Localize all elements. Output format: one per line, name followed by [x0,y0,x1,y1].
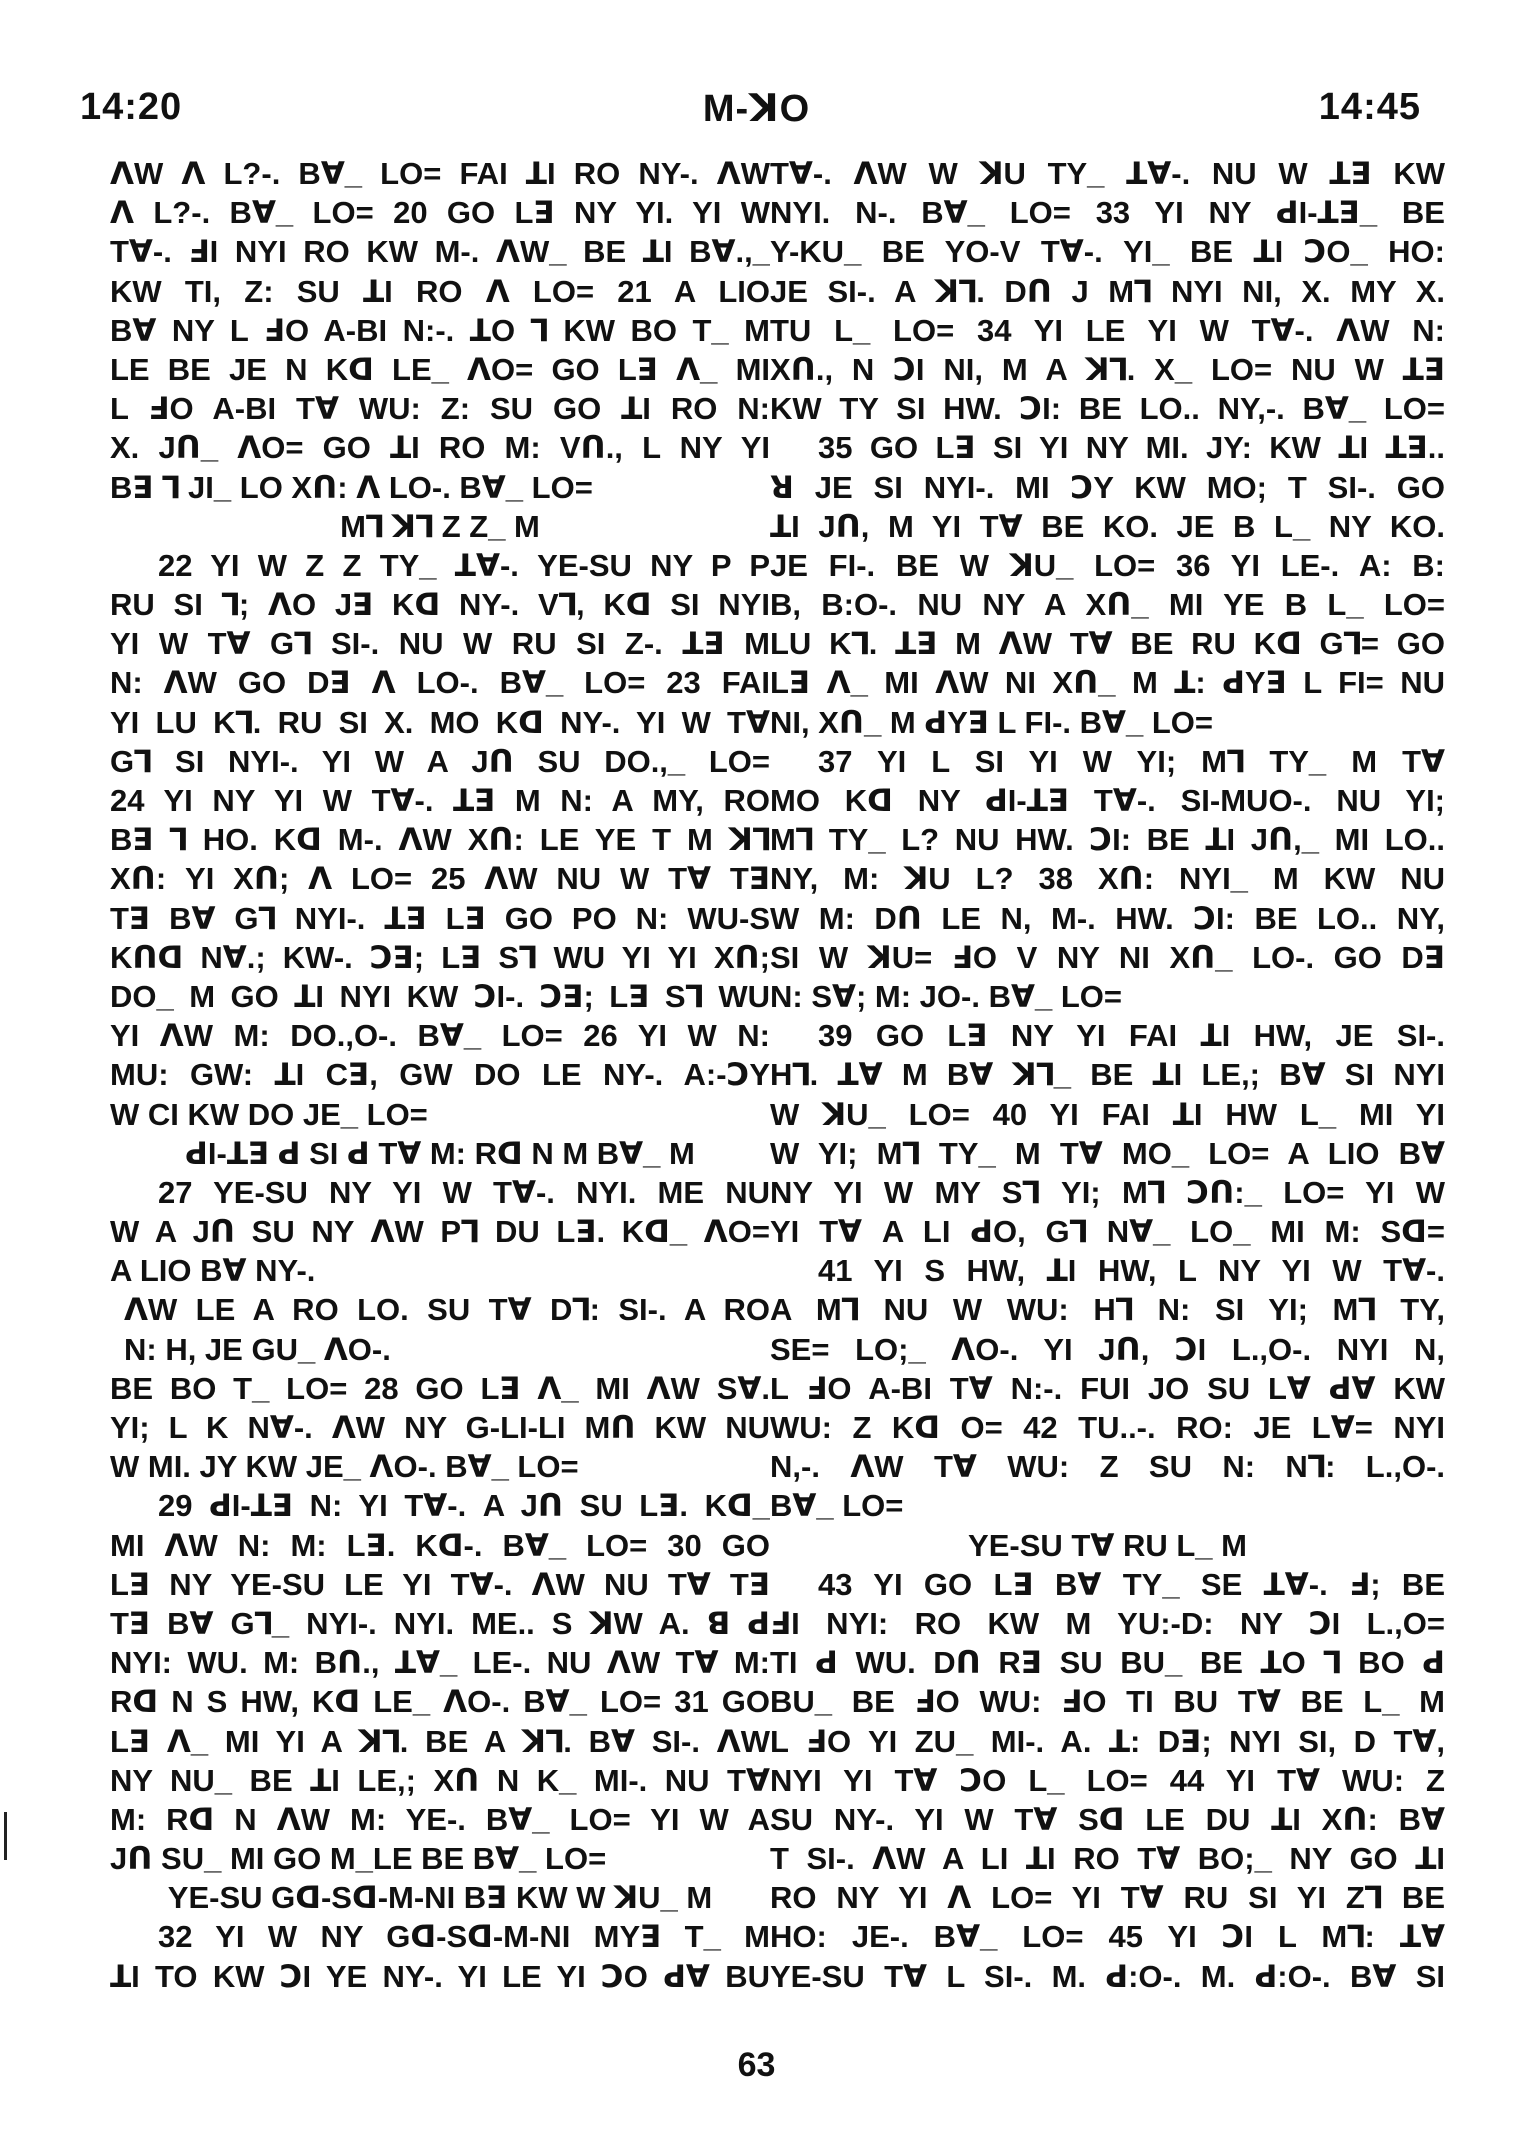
text-line: 41 YI S HW, ꓕI HW, L NY YI W Tꓯ-. [818,1253,1445,1289]
text-line: YI LU Kꓶ. RU SI X. MO Kꓷ NY-. YI W Tꓯ [110,704,770,740]
text-line: 24 YI NY YI W Tꓯ-. ꓕꓱ M N: A MY, RO [110,783,770,818]
text-line: YI W Tꓯ Gꓶ SI-. NU W RU SI Z-. ꓕꓱ M [110,626,770,662]
text-line: X. Jꓵ_ ꓥO= GO ꓕI RO M: Vꓵ., L NY YI [110,430,770,466]
text-line: ꓥ L?-. Bꓯ_ LO= 20 GO Lꓱ NY YI. YI W [110,195,770,231]
text-line: N,-. ꓥW Tꓯ WU: Z SU N: Nꓶ: L.,O-. [770,1449,1445,1485]
text-line: ꓤ JE SI NYI-. MI ꓛY KW MO; T SI-. GO [770,469,1445,505]
text-line: 22 YI W Z Z TY_ ꓕꓯ-. YE-SU NY P P [158,547,770,583]
text-line: Tꓱ Bꓯ Gꓶ_ NYI-. NYI. ME.. S ꓘW A. ꓭ ꓒ [110,1605,770,1641]
text-line: Bꓱ ꓶ HO. Kꓷ M-. ꓥW Xꓵ: LE YE T M ꓘꓶ [110,822,770,858]
text-line: 39 GO Lꓱ NY YI FAI ꓕI HW, JE SI-. [818,1018,1445,1054]
text-line: Xꓵ., N ꓛI NI, M A ꓘꓶ. X_ LO= NU W ꓕꓱ [770,351,1445,387]
text-line: 35 GO Lꓱ SI YI NY MI. JY: KW ꓕI ꓕꓱ.. [818,430,1445,466]
text-line: 37 YI L SI YI W YI; Mꓶ TY_ M Tꓯ [818,743,1445,779]
text-line: Bꓯ NY L ꓞO A-BI N:-. ꓕO ꓶ KW BO T_ M [110,312,770,348]
text-line: Kꓵꓷ Nꓯ.; KW-. ꓛꓱ; Lꓱ Sꓶ WU YI YI Xꓵ; [110,939,770,975]
text-line: HO: JE-. Bꓯ_ LO= 45 YI ꓛI L Mꓶ: ꓕꓯ [770,1919,1445,1955]
text-line: Y-KU_ BE YO-V Tꓯ-. YI_ BE ꓕI ꓛO_ HO: [770,234,1445,270]
text-line: MU: GW: ꓕI Cꓱ, GW DO LE NY-. A:-ꓛY [110,1057,770,1093]
text-line: YE-SU Tꓯ L SI-. M. ꓒ:O-. M. ꓒ:O-. Bꓯ SI [770,1958,1445,1994]
text-line: ꓥW ꓥ L?-. Bꓯ_ LO= FAI ꓕI RO NY-. ꓥW [110,156,770,191]
left-text-column [110,154,770,2024]
text-line: NY YI W MY Sꓶ YI; Mꓶ ꓛꓵ:_ LO= YI W [770,1174,1445,1210]
text-line: N: ꓥW GO Dꓱ ꓥ LO-. Bꓯ_ LO= 23 FAI [110,665,770,701]
text-line: BU_ BE ꓞO WU: ꓞO TI BU Tꓯ BE L_ M [770,1684,1445,1720]
text-line: N: Sꓯ; M: JO-. Bꓯ_ LO= [770,978,1122,1014]
section-heading: YE-SU Gꓷ-Sꓷ-M-NI Bꓱ KW W ꓘU_ M [167,1880,713,1916]
header-verse-range-end: 14:45 [1318,86,1421,128]
text-line: TI ꓒ WU. Dꓵ Rꓱ SU BU_ BE ꓕO ꓶ BO ꓒ [770,1645,1445,1681]
text-line: ꓕI Jꓵ, M YI Tꓯ BE KO. JE B L_ NY KO. [770,508,1445,544]
text-line: RO NY YI ꓥ LO= YI Tꓯ RU SI YI Zꓶ BE [770,1880,1445,1916]
text-line: 29 ꓒI-ꓕꓱ N: YI Tꓯ-. A Jꓵ SU Lꓱ. Kꓷ_ [158,1488,770,1524]
section-heading: YE-SU Tꓯ RU L_ M [968,1527,1247,1563]
text-line: Hꓶ. ꓕꓯ M Bꓯ ꓘꓶ_ BE ꓕI LE,; Bꓯ SI NYI [770,1057,1445,1093]
text-line: 27 YE-SU NY YI W Tꓯ-. NYI. ME NU [158,1174,770,1210]
text-line: W YI; Mꓶ TY_ M Tꓯ MO_ LO= A LIO Bꓯ [770,1135,1445,1171]
page-number: 63 [737,2046,776,2084]
text-line: Jꓵ SU_ MI GO M_LE BE Bꓯ_ LO= [110,1841,607,1877]
text-line: NY, M: ꓘU L? 38 Xꓵ: NYI_ M KW NU [770,861,1445,897]
text-line: Tꓯ-. ꓥW W ꓘU TY_ ꓕꓯ-. NU W ꓕꓱ KW [770,156,1445,191]
text-line: L ꓞO A-BI Tꓯ WU: Z: SU GO ꓕI RO N: [110,391,770,427]
text-line: W A Jꓵ SU NY ꓥW Pꓶ DU Lꓱ. Kꓷ_ ꓥO= [110,1214,770,1250]
text-line: B, B:O-. NU NY A Xꓵ_ MI YE B L_ LO= [770,587,1445,623]
header-verse-range-start: 14:20 [80,86,183,128]
text-line: NYI YI Tꓯ ꓛO L_ LO= 44 YI Tꓯ WU: Z [770,1762,1445,1798]
text-line: SU NY-. YI W Tꓯ Sꓷ LE DU ꓕI Xꓵ: Bꓯ [770,1801,1445,1837]
text-line: JE FI-. BE W ꓘU_ LO= 36 YI LE-. A: B: [770,547,1445,583]
text-line: Xꓵ: YI Xꓵ; ꓥ LO= 25 ꓥW NU W Tꓯ Tꓱ [110,861,770,897]
text-line: Mꓶ TY_ L? NU HW. ꓛI: BE ꓕI Jꓵ,_ MI LO.. [770,822,1445,858]
text-line: BE BO T_ LO= 28 GO Lꓱ ꓥ_ MI ꓥW Sꓯ. [110,1370,770,1406]
section-heading: Mꓶ ꓘꓶ Z Z_ M [340,508,540,544]
text-line: T SI-. ꓥW A LI ꓕI RO Tꓯ BO;_ NY GO ꓕI [770,1841,1445,1877]
text-line: Tꓯ-. ꓞI NYI RO KW M-. ꓥW_ BE ꓕI Bꓯ.,_ [110,234,770,270]
text-line: JE SI-. A ꓘꓶ. Dꓵ J Mꓶ NYI NI, X. MY X. [770,273,1445,309]
text-line: Lꓱ ꓥ_ MI YI A ꓘꓶ. BE A ꓘꓶ. Bꓯ SI-. ꓥW [110,1723,770,1759]
text-line: MI ꓥW N: M: Lꓱ. Kꓷ-. Bꓯ_ LO= 30 GO [110,1527,770,1563]
text-line: 32 YI W NY Gꓷ-Sꓷ-M-NI MYꓱ T_ M [158,1919,770,1955]
text-line: Lꓱ NY YE-SU LE YI Tꓯ-. ꓥW NU Tꓯ Tꓱ [110,1566,770,1602]
text-line: A LIO Bꓯ NY-. [110,1253,316,1289]
text-line: W MI. JY KW JE_ ꓥO-. Bꓯ_ LO= [110,1449,579,1485]
text-line: Gꓶ SI NYI-. YI W A Jꓵ SU DO.,_ LO= [110,743,770,779]
text-line: SE= LO;_ ꓥO-. YI Jꓵ, ꓛI L.,O-. NYI N, [770,1331,1445,1367]
text-line: WU: Z Kꓷ O= 42 TU..-. RO: JE Lꓯ= NYI [770,1410,1445,1445]
text-line: LU Kꓶ. ꓕꓱ M ꓥW Tꓯ BE RU Kꓷ Gꓶ= GO [770,626,1445,662]
text-line: SI W ꓘU= ꓞO V NY NI Xꓵ_ LO-. GO Dꓱ [770,939,1445,975]
text-line: RU SI ꓶ; ꓥO Jꓱ Kꓷ NY-. Vꓶ, Kꓷ SI NYI [110,587,770,623]
text-line: Rꓷ N S HW, Kꓷ LE_ ꓥO-. Bꓯ_ LO= 31 GO [110,1684,770,1720]
text-line: ꓕI TO KW ꓛI YE NY-. YI LE YI ꓛO ꓒꓯ BU [110,1958,770,1994]
text-line: N: H, JE GU_ ꓥO-. [124,1331,391,1367]
header-book-title: M-ꓘO [702,88,811,130]
text-line: NI, Xꓵ_ M ꓒYꓱ L FI-. Bꓯ_ LO= [770,704,1214,740]
text-line: W ꓘU_ LO= 40 YI FAI ꓕI HW L_ MI YI [770,1096,1445,1132]
text-line: YI; L K Nꓯ-. ꓥW NY G-LI-LI Mꓵ KW NU [110,1410,770,1445]
text-line: NYI. N-. Bꓯ_ LO= 33 YI NY ꓒI-ꓕꓱ_ BE [770,195,1445,231]
text-line: Tꓱ Bꓯ Gꓶ NYI-. ꓕꓱ Lꓱ GO PO N: WU-S [110,900,770,936]
text-line: KW TY SI HW. ꓛI: BE LO.. NY,-. Bꓯ_ LO= [770,391,1445,427]
section-heading: ꓒI-ꓕꓱ ꓒ SI ꓒ Tꓯ M: Rꓷ N M Bꓯ_ M [185,1135,695,1171]
text-line: Bꓱ ꓶ JI_ LO Xꓵ: ꓥ LO-. Bꓯ_ LO= [110,469,593,505]
text-line: TU L_ LO= 34 YI LE YI W Tꓯ-. ꓥW N: [770,312,1445,348]
text-line: Bꓯ_ LO= [770,1488,904,1524]
text-line: DO_ M GO ꓕI NYI KW ꓛI-. ꓛꓱ; Lꓱ Sꓶ WU [110,978,770,1014]
text-line: 43 YI GO Lꓱ Bꓯ TY_ SE ꓕꓯ-. ꓞ; BE [818,1566,1445,1602]
text-line: ꓥW LE A RO LO. SU Tꓯ Dꓶ: SI-. A RO [124,1292,770,1328]
text-line: L ꓞO A-BI Tꓯ N:-. FUI JO SU Lꓯ ꓒꓯ KW [770,1370,1445,1406]
right-text-column [770,154,1445,2024]
text-line: NY NU_ BE ꓕI LE,; Xꓵ N K_ MI-. NU Tꓯ [110,1762,770,1798]
text-line: YI Tꓯ A LI ꓒO, Gꓶ Nꓯ_ LO_ MI M: Sꓷ= [770,1214,1445,1250]
text-line: ꓞI NYI: RO KW M YU:-D: NY ꓛI L.,O= [770,1605,1445,1641]
text-line: W CI KW DO JE_ LO= [110,1096,428,1132]
text-line: YI ꓥW M: DO.,O-. Bꓯ_ LO= 26 YI W N: [110,1018,770,1054]
text-line: L ꓞO YI ZU_ MI-. A. ꓕ: Dꓱ; NYI SI, D Tꓯ, [770,1723,1445,1759]
text-line: M: Rꓷ N ꓥW M: YE-. Bꓯ_ LO= YI W A [110,1801,770,1837]
text-line: W M: Dꓵ LE N, M-. HW. ꓛI: BE LO.. NY, [770,900,1445,936]
text-line: NYI: WU. M: Bꓵ., ꓕꓯ_ LE-. NU ꓥW Tꓯ M: [110,1645,770,1681]
text-line: MO Kꓷ NY ꓒI-ꓕꓱ Tꓯ-. SI-MUO-. NU YI; [770,783,1445,818]
text-line: A Mꓶ NU W WU: Hꓶ N: SI YI; Mꓶ TY, [770,1292,1445,1328]
text-line: Lꓱ ꓥ_ MI ꓥW NI Xꓵ_ M ꓕ: ꓒYꓱ L FI= NU [770,665,1445,701]
text-line: KW TI, Z: SU ꓕI RO ꓥ LO= 21 A LIO [110,273,770,309]
text-line: LE BE JE N Kꓷ LE_ ꓥO= GO Lꓱ ꓥ_ MI [110,351,770,387]
margin-mark [4,1812,7,1860]
